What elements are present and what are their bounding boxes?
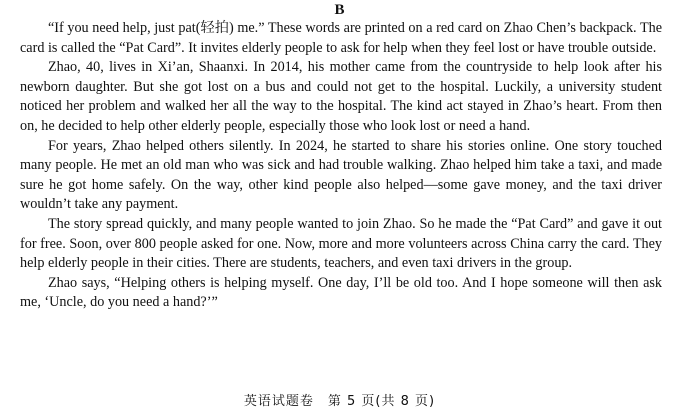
passage-paragraph-2: Zhao, 40, lives in Xi’an, Shaanxi. In 2014, his mother came from the countryside to help look after his newborn daughter. But she got lost on a bus and could not get to the hospital. Luckily, a university student noticed her problem and walked her all the way to the hospital. The kind act stayed in Zhao’s heart. From then on, he decided to help other elderly people, especially those who look lost or need a hand. [20, 59, 662, 134]
passage-paragraph-3: For years, Zhao helped others silently. In 2024, he started to share his stories online. One story touched many people. He met an old man who was sick and had trouble walking. Zhao helped him take a taxi, and made sure he got home safely. On the way, other kind people also helped—some gave money, and the taxi driver wouldn’t take any payment. [20, 137, 662, 213]
passage-paragraph-4: The story spread quickly, and many people wanted to join Zhao. So he made the “Pat Card” and gave it out for free. Soon, over 800 people asked for one. Now, more and more volunteers across China carry the card. They help elderly people in their cities. There are students, teachers, and even taxi drivers in the group. [20, 215, 662, 272]
section-heading: B [334, 2, 345, 18]
passage-paragraph-5: Zhao says, “Helping others is helping myself. One day, I’ll be old too. And I hope someone will then ask me, ‘Uncle, do you need a hand?’” [20, 274, 662, 311]
reading-passage [20, 19, 662, 313]
passage-paragraph-1: “If you need help, just pat(轻拍) me.” These words are printed on a red card on Zhao Chen’s backpack. The card is called the “Pat Card”. It invites elderly people to ask for help when they feel lost or have trouble outside. [20, 20, 662, 56]
page-footer: 英语试题卷 第 5 页(共 8 页) [243, 394, 436, 409]
